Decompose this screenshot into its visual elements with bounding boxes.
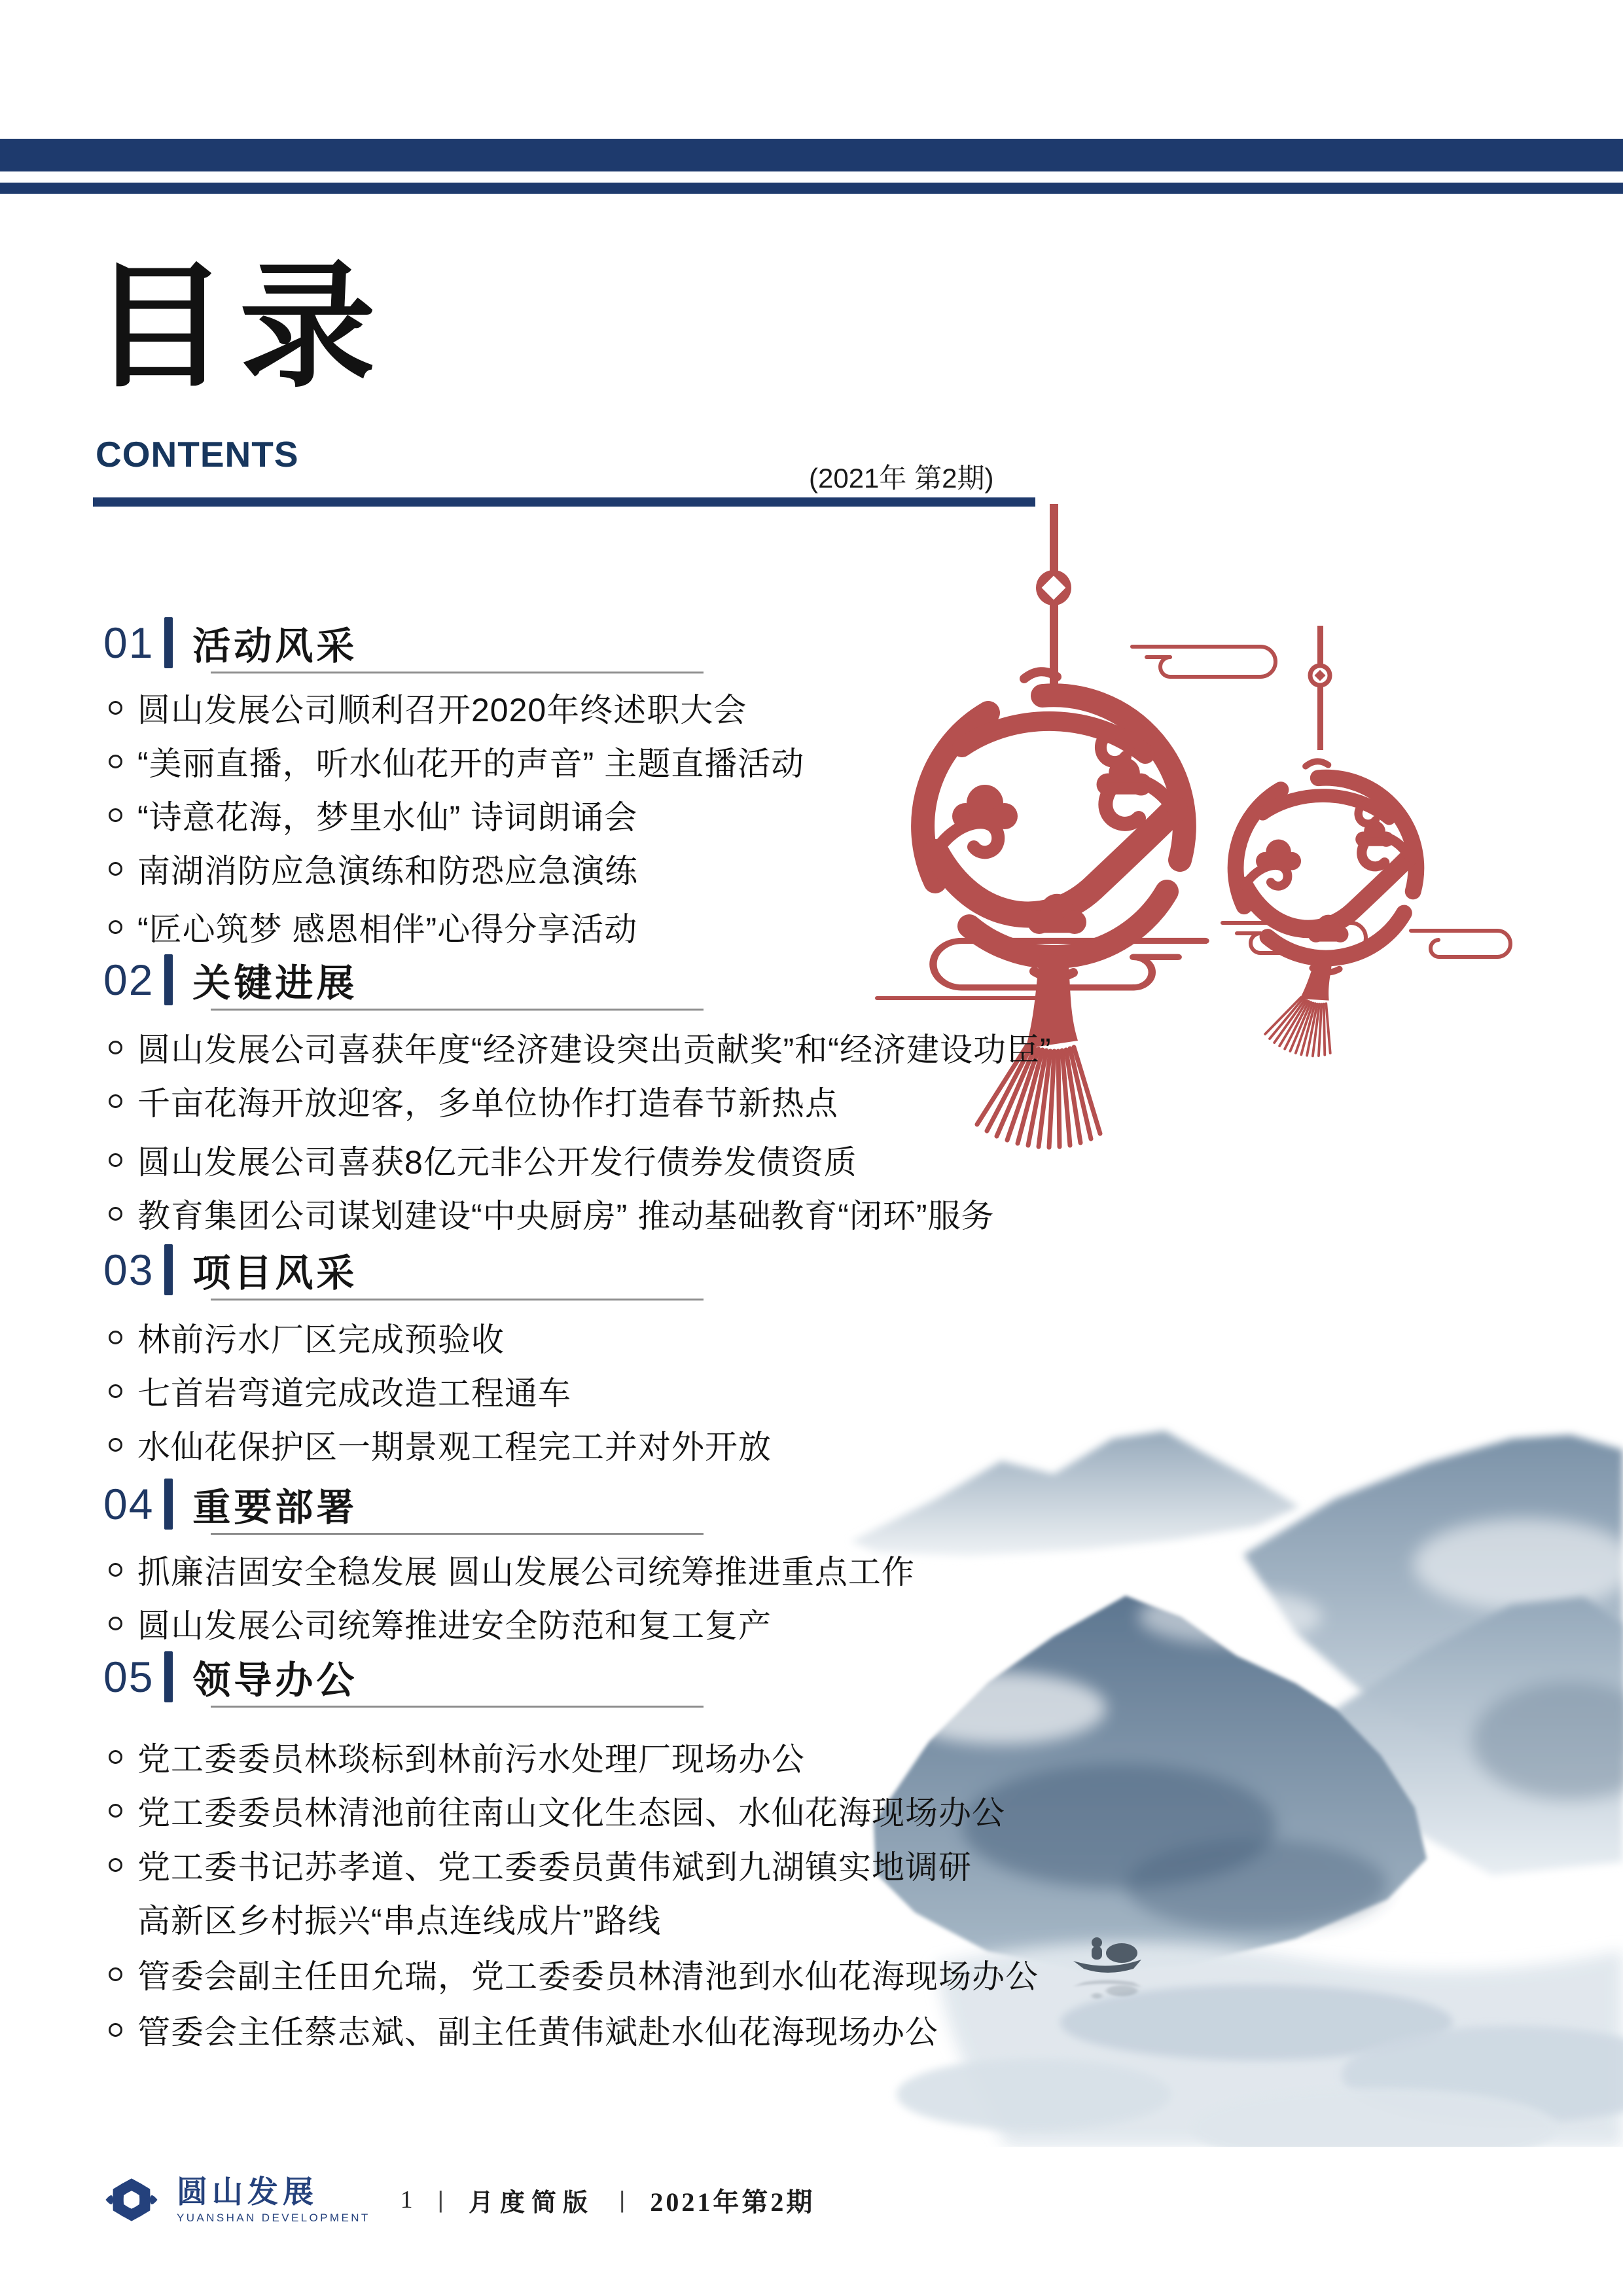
bullet-icon [109,1207,122,1221]
toc-item-text: 圆山发展公司顺利召开2020年终述职大会 [137,692,747,728]
toc-item [109,1600,772,1647]
lantern-small [1236,761,1416,972]
section-underline [211,672,704,673]
bullet-icon [109,862,122,876]
bullet-icon [109,1967,122,1981]
lantern-string-large [1036,504,1071,691]
edition-label: 月度简版 [469,2189,595,2217]
toc-item [109,1841,972,1888]
section-bar [164,1479,173,1530]
page-number: 1 [400,2186,413,2214]
toc-item-text: 七首岩弯道完成改造工程通车 [137,1375,571,1412]
toc-item [109,791,637,838]
toc-item-text: 林前污水厂区完成预验收 [137,1321,505,1358]
toc-item-text: “匠心筑梦 感恩相伴”心得分享活动 [137,911,638,948]
toc-item [109,845,638,892]
toc-item-text: 南湖消防应急演练和防恐应急演练 [137,853,638,889]
toc-item-text: 党工委书记苏孝道、党工委委员黄伟斌到九湖镇实地调研 [137,1849,972,1886]
section-bar [164,954,173,1005]
toc-item-text: 圆山发展公司统筹推进安全防范和复工复产 [137,1607,772,1644]
toc-item [109,1136,857,1183]
toc-item [109,1950,1039,1998]
section-title: 项目风采 [192,1252,358,1295]
section-05-header [103,1649,357,1704]
toc-item [109,1024,1052,1071]
section-number: 02 [103,956,154,1004]
logo-text-en: YUANSHAN DEVELOPMENT [177,2212,370,2225]
section-title: 领导办公 [192,1659,358,1702]
toc-item-text: 管委会主任蔡志斌、副主任黄伟斌赴水仙花海现场办公 [137,2014,938,2051]
section-number: 04 [103,1480,154,1528]
bullet-icon [109,755,122,768]
bullet-icon [109,701,122,715]
toc-item [109,1367,571,1414]
toc-item [109,903,637,950]
toc-item [109,1546,915,1593]
page-title: 目录 [92,251,387,403]
bullet-icon [109,1153,122,1167]
bullet-icon [109,1041,122,1054]
section-01-header [103,615,357,670]
cloud-scroll-right-band [1411,931,1510,957]
footer-divider: | [437,2186,444,2213]
section-title: 关键进展 [192,962,358,1005]
toc-item [109,1787,1005,1834]
bullet-icon [109,1094,122,1108]
cloud-scroll-top [1132,647,1275,677]
top-bar-primary [0,139,1623,171]
section-title: 重要部署 [192,1486,358,1529]
bullet-icon [109,1438,122,1452]
section-04-header [103,1477,357,1532]
page-footer [103,2170,815,2229]
toc-item [109,1421,772,1468]
section-title: 活动风采 [192,625,358,668]
bullet-icon [109,1617,122,1630]
bullet-icon [109,1804,122,1818]
section-02-header [103,952,357,1007]
toc-item-text: “诗意花海，梦里水仙” 诗词朗诵会 [137,799,638,836]
bullet-icon [109,2023,122,2037]
section-number: 05 [103,1653,154,1701]
toc-item [109,684,747,731]
toc-item-text: 抓廉洁固安全稳发展 圆山发展公司统筹推进重点工作 [137,1554,915,1590]
bullet-icon [109,1750,122,1764]
toc-item-text: 高新区乡村振兴“串点连线成片”路线 [137,1903,662,1939]
toc-item-text: 千亩花海开放迎客，多单位协作打造春节新热点 [137,1085,838,1122]
mountain-artwork [838,1401,1623,2147]
issue-label: (2021年 第2期) [809,463,994,493]
bullet-icon [109,808,122,822]
lantern-large [923,672,1185,977]
section-bar [164,617,173,668]
toc-item-text: 圆山发展公司喜获8亿元非公开发行债券发债资质 [137,1144,857,1181]
section-03-header [103,1242,357,1297]
section-number: 01 [103,619,154,667]
section-bar [164,1244,173,1295]
toc-item-text: 党工委委员林清池前往南山文化生态园、水仙花海现场办公 [137,1795,1005,1831]
toc-item-text: 管委会副主任田允瑞，党工委委员林清池到水仙花海现场办公 [137,1958,1039,1995]
bullet-icon [109,1384,122,1398]
top-bar-secondary [0,183,1623,194]
lantern-string-small [1310,626,1330,750]
logo-text-cn: 圆山发展 [177,2174,318,2209]
bullet-icon [109,1331,122,1344]
section-underline [211,1706,704,1708]
toc-item-continuation [137,1895,661,1942]
toc-item-text: 圆山发展公司喜获年度“经济建设突出贡献奖”和“经济建设功臣” [137,1031,1052,1068]
yuanshan-logo-icon [103,2170,160,2229]
section-bar [164,1651,173,1702]
section-underline [211,1533,704,1535]
section-number: 03 [103,1246,154,1294]
ridge-far-left [851,1431,1299,1556]
section-underline [211,1009,704,1011]
toc-item [109,1190,995,1237]
page-subtitle: CONTENTS [96,434,299,475]
section-underline [211,1299,704,1300]
bullet-icon [109,1563,122,1577]
toc-item [109,1733,805,1780]
toc-item-text: 教育集团公司谋划建设“中央厨房” 推动基础教育“闭环”服务 [137,1198,995,1234]
toc-item [109,738,804,785]
toc-item [109,1077,838,1124]
toc-item-text: 党工委委员林琰标到林前污水处理厂现场办公 [137,1741,805,1778]
bullet-icon [109,1858,122,1872]
toc-item-text: “美丽直播，听水仙花开的声音” 主题直播活动 [137,745,805,782]
footer-divider: | [619,2186,626,2213]
bullet-icon [109,920,122,934]
toc-item-text: 水仙花保护区一期景观工程完工并对外开放 [137,1429,772,1465]
footer-issue: 2021年第2期 [650,2187,815,2217]
toc-item [109,2006,938,2053]
toc-item [109,1314,505,1361]
